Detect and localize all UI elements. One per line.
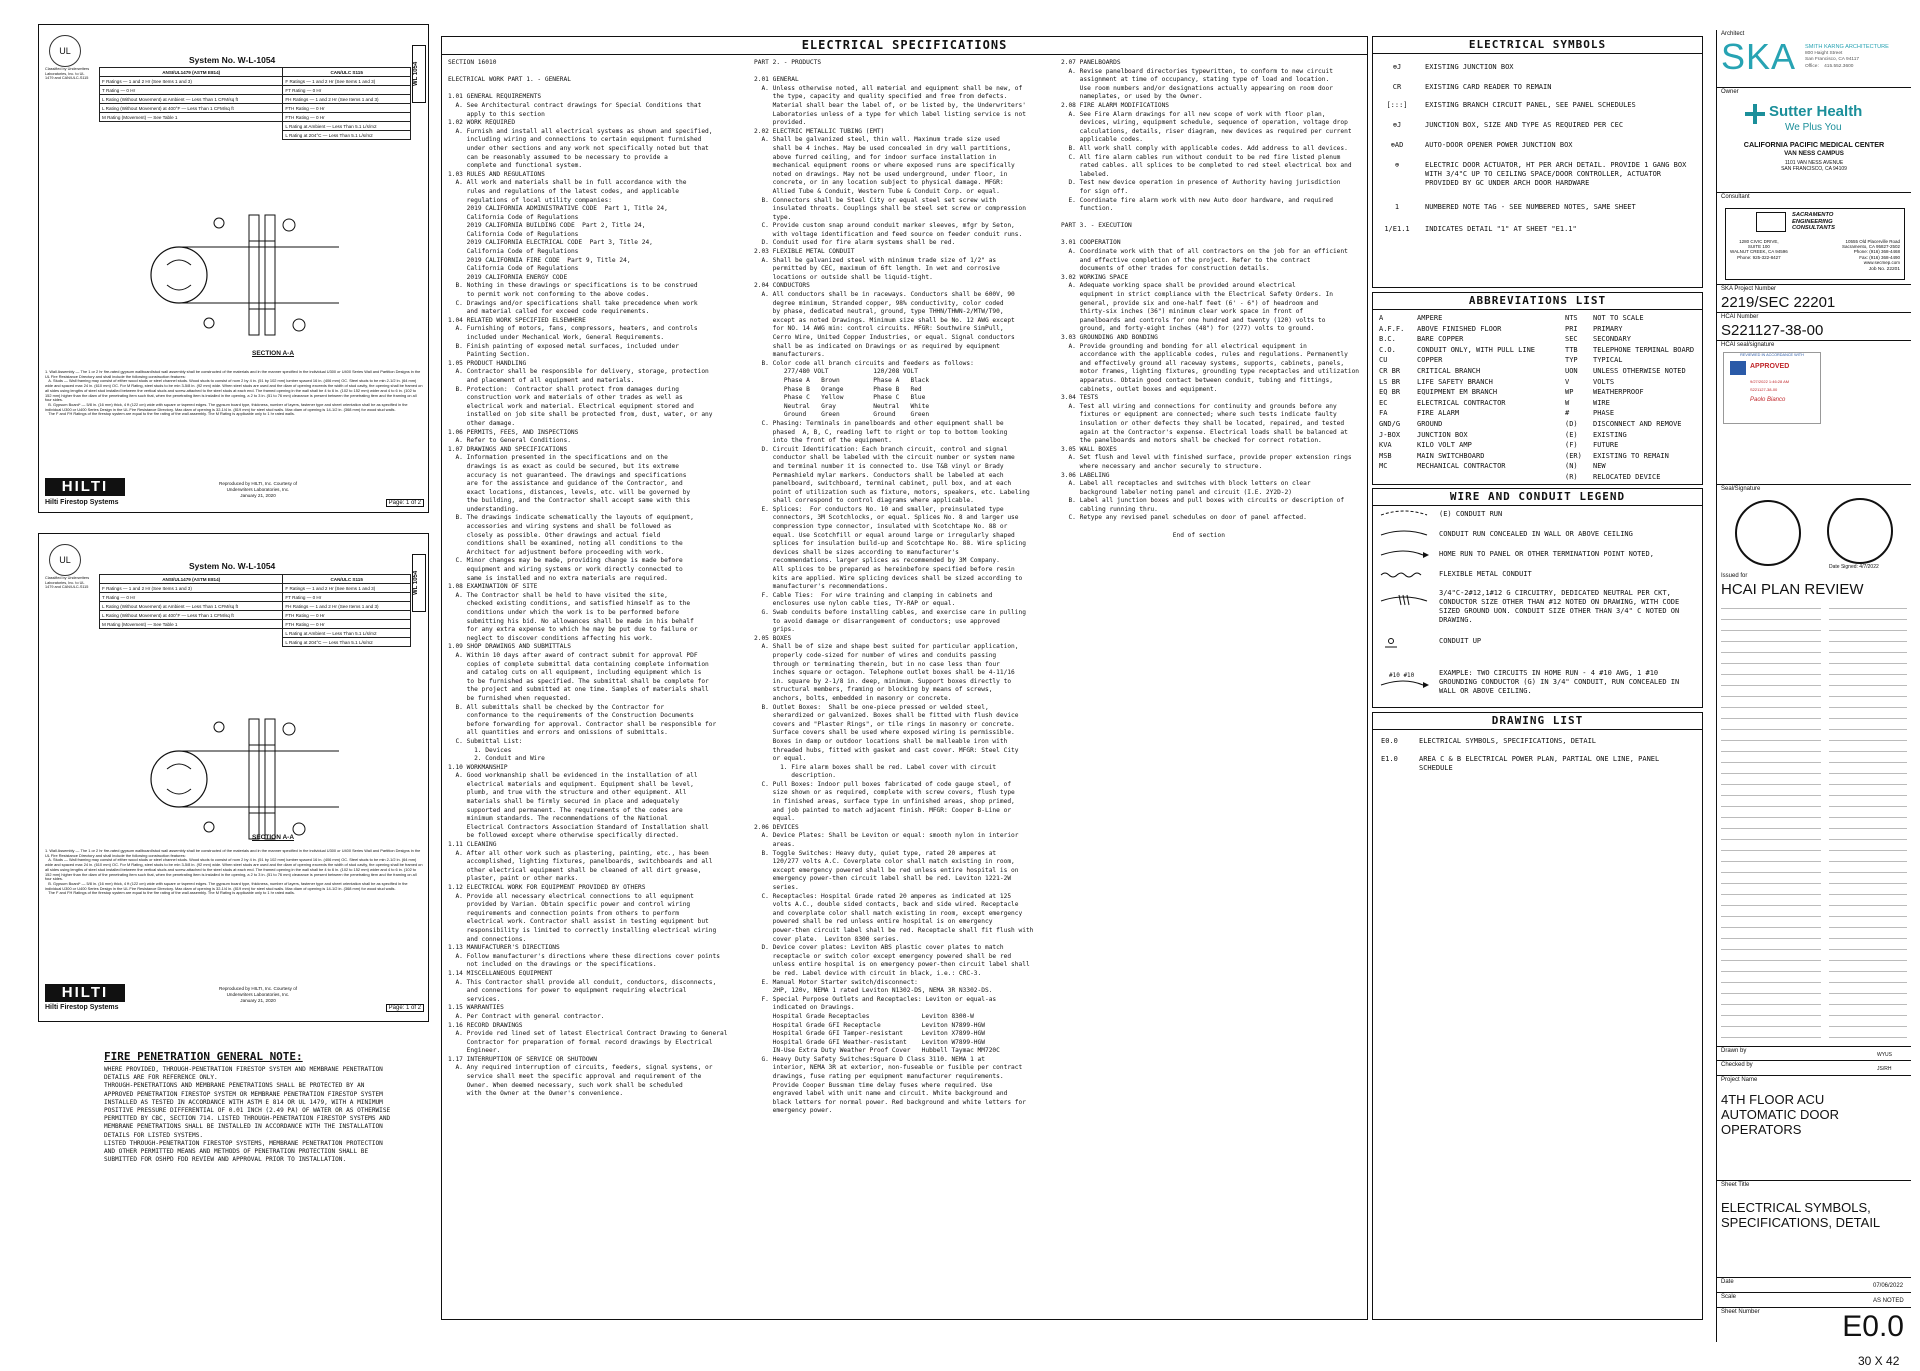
consultant-logo-icon [1756, 212, 1786, 232]
owner-brand: Sutter Health [1769, 103, 1863, 120]
legend-label: CONDUIT RUN CONCEALED IN WALL OR ABOVE CEILING [1439, 530, 1633, 538]
symbol-label: NUMBERED NOTE TAG - SEE NUMBERED NOTES, SAME SHEET [1425, 203, 1636, 211]
revision-line [1721, 1015, 1821, 1016]
revision-line [1721, 795, 1821, 796]
revision-line [1721, 619, 1821, 620]
abbr-meaning: NOT TO SCALE [1593, 314, 1644, 322]
revision-line [1721, 630, 1821, 631]
revision-line [1721, 608, 1821, 609]
revision-line [1721, 872, 1821, 873]
divider [1717, 1292, 1911, 1293]
owner-address: 1101 VAN NESS AVENUE SAN FRANCISCO, CA 94109 [1781, 160, 1847, 172]
revision-line [1721, 817, 1821, 818]
abbr-code: B.C. [1379, 335, 1396, 344]
abbr-code: UON [1565, 367, 1578, 375]
revision-line [1829, 905, 1907, 906]
seal-label: Seal/Signature [1721, 486, 1761, 492]
symbol-icon: ⊕J [1392, 121, 1402, 129]
legend-title: WIRE AND CONDUIT LEGEND [1373, 489, 1702, 506]
sheet-size-note: 30 X 42 [1858, 1354, 1900, 1368]
revision-line [1721, 652, 1821, 653]
sheet-title-label: Sheet Title [1721, 1182, 1750, 1188]
hilti-brand-sub: Hilti Firestop Systems [45, 1004, 119, 1011]
divider [1717, 284, 1911, 285]
consultant-card [1725, 208, 1905, 280]
hilti-firestop-detail-2 [38, 533, 429, 1022]
abbr-code: MSB [1379, 451, 1392, 460]
revision-line [1721, 707, 1821, 708]
consultant-address: 1280 CIVIC DRIVE, SUITE 100 WALNUT CREEK, CA 94596 Phone: 925-322-8427 [1730, 239, 1788, 260]
abbr-code: WP [1565, 388, 1574, 397]
revision-line [1829, 1004, 1907, 1005]
abbr-meaning: TYPICAL [1593, 356, 1623, 365]
revision-line [1829, 960, 1907, 961]
hcai-logo-icon [1730, 361, 1746, 375]
abbr-meaning: GROUND [1417, 420, 1443, 428]
revision-line [1721, 696, 1821, 697]
revision-line [1721, 685, 1821, 686]
divider [1717, 1180, 1911, 1181]
engineer-seal-2 [1827, 498, 1893, 564]
abbr-meaning: RELOCATED DEVICE [1593, 473, 1661, 481]
abbr-meaning: KILO VOLT AMP [1417, 441, 1472, 450]
abbr-meaning: NEW [1593, 462, 1606, 471]
symbol-label: EXISTING BRANCH CIRCUIT PANEL, SEE PANEL SCHEDULES [1425, 101, 1636, 109]
system-number: System No. W-L-1054 [189, 561, 276, 571]
revision-line [1829, 740, 1907, 741]
revision-line [1721, 938, 1821, 939]
legend-label: HOME RUN TO PANEL OR OTHER TERMINATION POINT NOTED, [1439, 550, 1654, 558]
revision-line [1829, 1015, 1907, 1016]
specs-title: ELECTRICAL SPECIFICATIONS [442, 37, 1367, 55]
revision-line [1829, 828, 1907, 829]
revision-line [1721, 740, 1821, 741]
abbr-code: # [1565, 409, 1570, 418]
architect-label: Architect [1721, 31, 1745, 37]
revision-line [1721, 784, 1821, 785]
revision-line [1829, 773, 1907, 774]
revision-line [1829, 949, 1907, 950]
abbr-meaning: LIFE SAFETY BRANCH [1417, 377, 1493, 386]
divider [1717, 1307, 1911, 1308]
revision-line [1721, 993, 1821, 994]
architect-address: 800 Haight Street San Francisco, CA 94117 Office: 415.552.3600 [1805, 51, 1860, 69]
abbr-code: (N) [1565, 462, 1578, 471]
abbr-meaning: PHASE [1593, 409, 1615, 418]
hilti-logo: HILTI [45, 478, 125, 496]
abbr-code: V [1565, 377, 1570, 386]
abbr-meaning: CRITICAL BRANCH [1417, 367, 1481, 375]
revision-line [1721, 663, 1821, 664]
abbr-code: J-BOX [1379, 430, 1401, 439]
page-indicator: Page: 1 of 2 [386, 499, 424, 507]
abbr-meaning: WIRE [1593, 398, 1610, 407]
specs-column-3: 2.07 PANELBOARDS A. Revise panelboard directories typewritten, to conform to new circuit assignment at time of occupancy, stating type of load and location. Use room numbers and/or designations actually appearing on room door nameplates, or used by the Owner. 2.08 FIRE ALARM MODIFICATIONS A. See Fire Alarm drawings for all new scope of work with floor plan, devices, wiring, equipment schedule, sequence of operation, voltage drop calculations, details, riser diagram, new devices as required per current applicable codes. B. All work shall comply with applicable codes. Add address to all devices. C. All fire alarm cables run without conduit to be red fire listed plenum rated cables. all splices to be completed to red steel electrical box and labeled. D. Test new device operation in presence of Authority having jurisdiction for sign off. E. Coordinate fire alarm work with new Auto door hardware, and required function. PART 3. - EXECUTION 3.01 COOPERATION A. Coordinate work with that of all contractors on the job for an efficient and effective completion of the project. Refer to the contract documents of other trades for construction details. 3.02 WORKING SPACE A. Adequate working space shall be provided around electrical equipment in strict compliance with the Electrical Safety Orders. In general, provide six and one-half feet (6' - 6") of headroom and thirty-six inches (36") minimum clear work space in front of panelboards and controls for one hundred and twenty (120) volts to ground, and forty-eight inches (48") for (277) volts to ground. 3.03 GROUNDING AND BONDING A. Provide grounding and bonding for all electrical equipment in accordance with the applicable codes, rules and regulations. Permanently and effectively ground all raceway systems, supports, cabinets, panels, motor frames, lighting fixtures, grounding type receptacles and utilization apparatus. Obtain good contact between conduit, tubing and fittings, cabinets, outlet boxes and equipment. 3.04 TESTS A. Test all wiring and connections for continuity and grounds before any fixtures or equipment are connected; where such tests indicate faulty insulation or other defects they shall be located, repaired, and tested again at the Contractor's expense. Electrical loads shall be balanced at the panelboards and motors shall be checked for correct rotation. 3.05 WALL BOXES A. Set flush and level with finished surface, provide proper extension rings where necessary and anchor securely to structure. 3.06 LABELING A. Label all receptacles and switches with block letters on clear background labeler noting panel and circuit (I.E. 2Y2D-2) B. Label all junction boxes and pull boxes with circuits or description of cabling running thru. C. Retype any revised panel schedules on door of panel affected. End of section [1061, 59, 1360, 539]
revision-line [1721, 828, 1821, 829]
abbr-meaning: ELECTRICAL CONTRACTOR [1417, 398, 1506, 407]
revision-line [1721, 905, 1821, 906]
revision-line [1829, 883, 1907, 884]
divider [1717, 1277, 1911, 1278]
revision-line [1829, 817, 1907, 818]
revision-line [1829, 652, 1907, 653]
symbol-label: EXISTING CARD READER TO REMAIN [1425, 83, 1552, 91]
revision-line [1829, 784, 1907, 785]
project-number: 2219/SEC 22201 [1721, 294, 1836, 311]
revision-line [1829, 894, 1907, 895]
abbr-code: EQ BR [1379, 388, 1401, 397]
revision-line [1721, 762, 1821, 763]
project-name: 4TH FLOOR ACU AUTOMATIC DOOR OPERATORS [1721, 1092, 1839, 1137]
project-number-label: SKA Project Number [1721, 286, 1777, 292]
electrical-specifications [441, 36, 1368, 1320]
abbr-meaning: UNLESS OTHERWISE NOTED [1593, 367, 1686, 375]
revision-line [1721, 729, 1821, 730]
legend-label: FLEXIBLE METAL CONDUIT [1439, 570, 1532, 578]
section-label: SECTION A-A [252, 834, 295, 841]
date-label: Date [1721, 1279, 1734, 1285]
abbr-meaning: TELEPHONE TERMINAL BOARD [1593, 345, 1695, 354]
symbol-icon: ⊕AD [1390, 141, 1404, 149]
system-tag: WL 1054 [412, 45, 426, 103]
revision-line [1829, 762, 1907, 763]
abbr-meaning: FIRE ALARM [1417, 409, 1460, 418]
revision-line [1829, 663, 1907, 664]
divider [1717, 87, 1911, 88]
drawing-number[interactable]: E1.0 [1381, 755, 1398, 763]
abbr-code: NTS [1565, 314, 1578, 322]
ska-logo: SKA [1721, 36, 1797, 77]
revision-line [1829, 751, 1907, 752]
engineer-seal-1 [1735, 500, 1801, 566]
date-signed: Date Signed: 4/7/2022 [1829, 564, 1879, 570]
ratings-table: ANSI/UL1479 (ASTM E814) CAN/ULC S115 F Ratings — 1 and 2 Hr (See Items 1 and 3) F Ratings — 1 and 2 Hr (See Items 1 and 3) T Rating — 0 Hr FT Rating — 0 Hr L Rating (Without Movement) at Ambient — Less Than 1 CFM/sq ft FH Ratings — 1 and 2 Hr (See Items 1 and 3) L Rating (Without Movement) at 400°F — Less Than 1 CFM/sq ft FTH Rating — 0 Hr M Rating (Movement) — See Table 1 FTH Rating — 0 Hr L Rating at Ambient — Less Than 5.1 L/s/m2 L Rating at 204°C — Less Than 5.1 L/s/m2 [99, 67, 411, 140]
symbol-icon: CR [1392, 83, 1402, 91]
symbol-icon: 1/E1.1 [1384, 225, 1410, 233]
abbr-code: A.F.F. [1379, 324, 1405, 333]
revision-line [1721, 751, 1821, 752]
sheet-number: E0.0 [1842, 1310, 1904, 1343]
project-name-label: Project Name [1721, 1077, 1758, 1083]
abbr-code: CU [1379, 356, 1388, 365]
abbr-meaning: VOLTS [1593, 377, 1615, 386]
revision-line [1829, 707, 1907, 708]
abbr-meaning: EXISTING [1593, 430, 1627, 439]
hcai-seal-label: HCAI seal/signature [1721, 342, 1775, 348]
revision-line [1721, 718, 1821, 719]
divider [1717, 1060, 1911, 1061]
revision-line [1829, 718, 1907, 719]
revision-line [1829, 685, 1907, 686]
revision-line [1721, 850, 1821, 851]
drawing-title: ELECTRICAL SYMBOLS, SPECIFICATIONS, DETAIL [1419, 737, 1597, 745]
consultant-address-2: 10555 Old Placerville Road Sacramento, CA 95827-2502 Phone: (916) 368-4468 Fax: (916) 368-4490 www.secmep.com [1841, 239, 1900, 265]
wall-assembly-notes: 1. Wall Assembly — The 1 or 2 hr fire-rated gypsum wallboard/stud wall assembly shall be constructed of the materials and in the manner specified in the individual U300 or U400 Series Wall and Partition Designs in the UL Fire Resistance Directory and shall include the following construction features: A. Studs — Wall framing may consist of either wood studs or steel channel studs. Wood studs to consist of nom 2 by 4 in. (51 by 102 mm) lumber spaced 16 in. (406 mm) OC. Steel studs to be min 2-1/2 in. (64 mm) wide and spaced max 24 in. (610 mm) OC. For M Rating, steel studs to be min 3-5/8 in. (92 mm) wide. When steel studs are used and the diam of opening exceeds the width of stud cavity, the opening shall be framed on all sides using lengths of steel stud installed between the vertical studs and screw-attached to the steel studs at each end. The framed opening in the wall shall be 4 to 6 in. (102 to 152 mm) wider and 4 to 6 in. (102 to 152 mm) higher than the diam of the penetrating item such that, when the penetrating item is installed in the opening, a 2 to 3 in. (51 to 76 mm) clearance is present between the penetrating item and the framing on all four sides. B. Gypsum Board* — 5/8 in. (16 mm) thick, 4 ft (122 cm) wide with square or tapered edges. The gypsum board type, thickness, number of layers, fastener type and sheet orientation shall be as specified in the individual U300 or U400 Series Design in the UL Fire Resistance Directory. Max diam of opening is 32-1/4 in. (819 mm) for steel stud walls. Max diam of opening is 14-1/2 in. (368 mm) for wood stud walls. The F and FH Ratings of the firestop system are equal to the fire rating of the wall assembly. The M Rating is applicable only to 1 hr rated walls. [45, 848, 423, 896]
hcai-number-label: HCAI Number [1721, 314, 1759, 320]
abbr-meaning: EXISTING TO REMAIN [1593, 451, 1669, 460]
symbol-icon: ⊕ [1394, 161, 1400, 169]
abbr-code: C.O. [1379, 345, 1396, 354]
revision-line [1721, 883, 1821, 884]
hilti-brand-sub: Hilti Firestop Systems [45, 499, 119, 506]
legend-example-tag: #10 #10 [1389, 672, 1415, 679]
date: 07/06/2022 [1873, 1283, 1904, 1289]
ul-listing-text: Classified by Underwriters Laboratories, Inc. to UL 1479 and CAN/ULC-S115 [45, 67, 90, 80]
page-indicator: Page: 1 of 2 [386, 1004, 424, 1012]
divider [1717, 484, 1911, 485]
section-drawing [139, 709, 379, 849]
revision-line [1829, 982, 1907, 983]
specs-column-2: PART 2. - PRODUCTS 2.01 GENERAL A. Unless otherwise noted, all material and equipment shall be new, of the type, capacity and quality specified and free from defects. Material shall bear the label of, or be listed by, the Underwriters' Laboratories unless of a type for which label listing service is not provided. 2.02 ELECTRIC METALLIC TUBING (EMT) A. Shall be galvanized steel, thin wall. Maximum trade size used shall be 4 inches. May be used concealed in dry wall partitions, above furred ceiling, and for indoor surface installation in mechanical equipment rooms or where exposed runs are specifically noted on drawings. May not be used underground, under floor, in concrete, or in any location subject to physical damage. MFGR: Allied Tube & Conduit, Western Tube & Conduit Corp. or equal. B. Connectors shall be Steel City or equal steel set screw with insulated throats. Couplings shall be steel set screw or compression type. C. Provide custom snap around conduit marker sleeves, mfgr by Seton, with voltage identification and feed source on feeder conduit runs. D. Conduit used for fire alarm systems shall be red. 2.03 FLEXIBLE METAL CONDUIT A. Shall be galvanized steel with minimum trade size of 1/2" as permitted by CEC, maximum of 6ft length. In wet and corrosive locations or outside shall be liquid-tight. 2.04 CONDUCTORS A. All conductors shall be in raceways. Conductors shall be 600V, 90 degree minimum, Stranded copper, 98% conductivity, color coded by phase, dedicated neutral, ground, type THHN/THWN-2/MTW/T90, except as noted Drawings. Minimum size shall be No. 12 AWG except for NO. 14 AWG min: control circuits. MFGR: Southwire SimPull, Cerro Wire, United Copper Industries, or equal. Signal conductors shall be as indicated on Drawings or as required by equipment manufacturers. B. Color code all branch circuits and feeders as follows: 277/480 VOLT 120/208 VOLT Phase A Brown Phase A Black Phase B Orange Phase B Red Phase C Yellow Phase C Blue Neutral Gray Neutral White Ground Green Ground Green C. Phasing: Terminals in panelboards and other equipment shall be phased A, B, C, reading left to right or top to bottom looking into the front of the equipment. D. Circuit Identification: Each branch circuit, control and signal conductor shall be labeled with the circuit number or system name and terminal number it is connected to. Use T&B vinyl or Brady Permashield mylar markers. Conductors shall be labeled at each panelboard, switchboard, terminal cabinet, pull box, and at each point of utilization such as fixture, motors, speakers, etc. Labeling shall correspond to control diagrams where applicable. E. Splices: For conductors No. 10 and smaller, preinsulated type connectors, 3M Scotchlocks, or equal. Splices No. 8 and larger use compression type connector, insulated with Scotchtape No. 88 or equal. Use Scotchfill or equal around large or irregularly shaped splices for insulation build-up and Scotchtape No. 88. Wire splicing devices shall be sizes according to manufacturer's recommendations. larger splices as recommended by 3M Company. All splices to be prepared as hereinbefore specified before resin kits are applied. Wire splicing devices shall be sized according to manufacturer's recommendations. F. Cable Ties: For wire training and clamping in cabinets and enclosures use nylon cable ties, TY-RAP or equal. G. Swab conduits before installing cables, and exercise care in pulling to avoid damage or disarrangement of conductors; use approved grips. 2.05 BOXES A. Shall be of size and shape best suited for particular application, properly code-sized for number of wires and conduits passing through or terminating therein, but in no case less than four inches square or octagon. Telephone outlet boxes shall be 4-11/16 in. square by 2-1/8 in. deep, minimum. Support boxes directly to structural members, framing or blocking by means of screws, anchors, bolts, embedded in masonry or concrete. B. Outlet Boxes: Shall be one-piece pressed or welded steel, sherardized or galvanized. Boxes shall be fitted with flush device covers and "Plaster Rings", or tile rings in masonry or concrete. Surface covers shall be used where exposed wiring is permissible. Boxes in damp or outdoor locations shall be malleable iron with threaded hubs, fitted with gasket and cast cover. MFGR: Steel City or equal. 1. Fire alarm boxes shall be red. Label cover with circuit description. C. Pull Boxes: Indoor pull boxes fabricated of code gauge steel, of size shown or as required, complete with screw covers, flush type in finished areas, surface type in unfinished areas, shop primed, and job painted to match adjacent finish. MFGR: Cooper B-Line or equal. 2.06 DEVICES A. Device Plates: Shall be Leviton or equal: smooth nylon in interior areas. B. Toggle Switches: Heavy duty, quiet type, rated 20 amperes at 120/277 volts A.C. Coverplate color shall match existing in room, except emergency powered shall be red unless entire hospital is on emergency power-then circuit label shall be red. Leviton 1221-2W series. C. Receptacles: Hospital Grade rated 20 amperes as indicated at 125 volts A.C., double sided contacts, back and side wired. Receptacle and coverplate color shall match existing in room, except emergency powered shall be red unless entire hospital is on emergency power-then circuit label shall be red. Receptacle shall fit flush with cover plate. Leviton 8300 series. D. Device cover plates: Leviton ABS plastic cover plates to match receptacle or switch color except emergency powered shall be red unless entire hospital is on emergency power-then circuit label shall be red. Label device with circuit in black, i.e.: CRC-3. E. Manual Motor Starter switch/disconnect: 2HP, 120v, NEMA 1 rated Leviton N1302-DS, NEMA 3R N3302-DS. F. Special Purpose Outlets and Receptacles: Leviton or equal-as indicated on Drawings. Hospital Grade Receptacles Leviton 8300-W Hospital Grade GFI Receptacle Leviton N7899-HGW Hospital Grade GFI Tamper-resistant Leviton X7899-HGW Hospital Grade GFI Weather-resistant Leviton W7899-HGW IN-Use Extra Duty Weather Proof Cover Hubbell Taymac MM720C G. Heavy Duty Safety Switches:Square D Class 3110. NEMA 1 at interior, NEMA 3R at exterior, non-fuseable or fusible per contract drawings, fuse rating per equipment manufacturer requirements. Provide Cooper Bussman time delay fuses where required. Use engraved label with unit name and circuit. White background and black letters for normal power. Red background and white letters for emergency power. [754, 59, 1034, 1115]
fire-note-title: FIRE PENETRATION GENERAL NOTE: [104, 1050, 303, 1063]
hilti-firestop-detail-1 [38, 24, 429, 513]
drawn-by: WYUS [1877, 1052, 1892, 1058]
title-block [1716, 30, 1910, 1342]
revision-line [1829, 696, 1907, 697]
divider [1717, 312, 1911, 313]
section-drawing [139, 205, 379, 345]
drawing-list-border-left [1372, 762, 1373, 1320]
abbr-meaning: FUTURE [1593, 441, 1619, 450]
legend-label: CONDUIT UP [1439, 637, 1482, 645]
symbols-title: ELECTRICAL SYMBOLS [1373, 37, 1702, 54]
revision-line [1829, 938, 1907, 939]
hcai-number: S221127-38-00 [1721, 322, 1824, 339]
symbol-label: JUNCTION BOX, SIZE AND TYPE AS REQUIRED PER CEC [1425, 121, 1624, 129]
revision-line [1829, 927, 1907, 928]
abbr-code: (ER) [1565, 451, 1582, 460]
consultant-label: Consultant [1721, 194, 1750, 200]
divider [1717, 192, 1911, 193]
drawing-list-title: DRAWING LIST [1373, 713, 1702, 730]
drawn-by-label: Drawn by [1721, 1048, 1747, 1054]
abbr-meaning: MECHANICAL CONTRACTOR [1417, 462, 1506, 471]
abbr-meaning: CONDUIT ONLY, WITH PULL LINE [1417, 345, 1536, 354]
divider [1717, 340, 1911, 341]
abbr-meaning: AMPERE [1417, 314, 1443, 322]
revision-line [1721, 806, 1821, 807]
abbr-code: (R) [1565, 473, 1578, 481]
revision-line [1721, 674, 1821, 675]
legend-label: (E) CONDUIT RUN [1439, 510, 1503, 518]
specs-column-1: SECTION 16010 ELECTRICAL WORK PART 1. - GENERAL 1.01 GENERAL REQUIREMENTS A. See Architectural contract drawings for Special Conditions that apply to this section 1.02 WORK REQUIRED A. Furnish and install all electrical systems as shown and specified, including wiring and connections to certain equipment furnished under other sections and any work not specifically noted but that can be reasonably assumed to be necessary to provide a complete and functional system. 1.03 RULES AND REGULATIONS A. All work and materials shall be in full accordance with the rules and regulations of the latest codes, and applicable regulations of local utility companies: 2019 CALIFORNIA ADMINISTRATIVE CODE Part 1, Title 24, California Code of Regulations 2019 CALIFORNIA BUILDING CODE Part 2, Title 24, California Code of Regulations 2019 CALIFORNIA ELECTRICAL CODE Part 3, Title 24, California Code of Regulations 2019 CALIFORNIA FIRE CODE Part 9, Title 24, California Code of Regulations 2019 CALIFORNIA ENERGY CODE B. Nothing in these drawings or specifications is to be construed to permit work not conforming to the above codes. C. Drawings and/or specifications shall take precedence when work and material called for exceed code requirements. 1.04 RELATED WORK SPECIFIED ELSEWHERE A. Furnishing of motors, fans, compressors, heaters, and controls included under Mechanical Work, General Requirements. B. Finish painting of exposed metal surfaces, included under Painting Section. 1.05 PRODUCT HANDLING A. Contractor shall be responsible for delivery, storage, protection and placement of all equipment and materials. B. Protection: Contractor shall protect from damages during construction work and materials of other trades as well as electrical work and material. Electrical equipment stored and installed on job site shall be protected from, dust, water, or any other damage. 1.06 PERMITS, FEES, AND INSPECTIONS A. Refer to General Conditions. 1.07 DRAWINGS AND SPECIFICATIONS A. Information presented in the specifications and on the drawings is as exact as could be secured, but its extreme accuracy is not guaranteed. The drawings and specifications are for the assistance and guidance of the Contractor, and exact locations, distances, levels, etc. will be governed by the building, and the Contractor shall accept same with this understanding. B. The drawings indicate schematically the layouts of equipment, accessories and wiring systems and shall be followed as closely as possible. Other drawings and actual field conditions shall be examined, noting all conditions to the Architect for adjustment before proceeding with work. C. Minor changes may be made, providing change is made before equipment and wiring systems or work directly connected to same is installed and no extra materials are required. 1.08 EXAMINATION OF SITE A. The Contractor shall be held to have visited the site, checked existing conditions, and satisfied himself as to the conditions under which the work is to be performed before submitting his bid. No allowances shall be made in his behalf for any extra expense to which he may be put due to failure or neglect to discover conditions affecting his work. 1.09 SHOP DRAWINGS AND SUBMITTALS A. Within 10 days after award of contract submit for approval PDF copies of complete submittal data containing complete information and catalog cuts on all equipment, including equipment which is to be furnished as specified. The submittal shall be complete for the project and submitted at one time. Samples of materials shall be furnished when requested. B. All submittals shall be checked by the Contractor for conformance to the requirements of the Construction Documents before forwarding for approval. Contractor shall be responsible for all quantities and errors and omissions of submittals. C. Submittal List: 1. Devices 2. Conduit and Wire 1.10 WORKMANSHIP A. Good workmanship shall be evidenced in the installation of all electrical materials and equipment. Equipment shall be level, plumb, and true with the structure and other equipment. All materials shall be firmly secured in place and adequately supported and permanent. The requirements of the codes are minimum standards. The recommendations of the National Electrical Contractors Association Standard of Installation shall be followed except where otherwise specifically directed. 1.11 CLEANING A. After all other work such as plastering, painting, etc., has been accomplished, lighting fixtures, panelboards, switchboards and all other electrical equipment shall be cleaned of all dirt grease, plaster, paint or other marks. 1.12 ELECTRICAL WORK FOR EQUIPMENT PROVIDED BY OTHERS A. Provide all necessary electrical connections to all equipment provided by Varian. Obtain specific power and control wiring requirements and connection points from others to perform electrical work. Contractor shall assist in testing equipment but responsibility is limited to correctly installing electrical wiring and connections. 1.13 MANUFACTURER'S DIRECTIONS A. Follow manufacturer's directions where these directions cover points not included on the drawings or the specifications. 1.14 MISCELLANEOUS EQUIPMENT A. This Contractor shall provide all conduit, conductors, disconnects, and connections for power to equipment requiring electrical services. 1.15 WARRANTIES A. Per Contract with general contractor. 1.16 RECORD DRAWINGS A. Provide red lined set of latest Electrical Contract Drawing to General Contractor for preparation of formal record drawings by Electrical Engineer. 1.17 INTERRUPTION OF SERVICE OR SHUTDOWN A. Any required interruption of circuits, feeders, signal systems, or service shall meet the specific approval and requirement of the Owner. When deemed necessary, such work shall be scheduled with the Owner at the Owner's convenience. [448, 59, 728, 1098]
system-tag: WL 1054 [412, 554, 426, 612]
abbr-code: A [1379, 314, 1384, 322]
owner-campus: VAN NESS CAMPUS [1784, 150, 1844, 157]
reproduction-note: Reproduced by HILTI, Inc. Courtesy of Underwriters Laboratories, Inc. January 21, 2020 [219, 986, 298, 1003]
symbol-label: ELECTRIC DOOR ACTUATOR, HT PER ARCH DETAIL. PROVIDE 1 GANG BOX WITH 3/4"C UP TO CEILING SPACE/DOOR CONTROLLER, ACTUATOR PROVIDED BY GC UNDER ARCH DOOR HARDWARE [1425, 161, 1687, 187]
drawing-title: AREA C & B ELECTRICAL POWER PLAN, PARTIAL ONE LINE, PANEL SCHEDULE [1419, 755, 1660, 772]
ul-listing-mark: UL [49, 544, 81, 576]
abbr-code: MC [1379, 462, 1388, 471]
owner-tagline: We Plus You [1785, 122, 1842, 133]
revision-line [1829, 850, 1907, 851]
consultant-name: SACRAMENTO ENGINEERING CONSULTANTS [1792, 212, 1835, 231]
abbr-meaning: PRIMARY [1593, 324, 1623, 333]
abbr-code: W [1565, 398, 1570, 407]
drawing-list-border-bottom [1372, 1319, 1703, 1320]
consultant-job: Job No. 22201 [1868, 267, 1900, 272]
abbr-meaning: BARE COPPER [1417, 335, 1464, 344]
revision-line [1721, 894, 1821, 895]
abbr-meaning: WEATHERPROOF [1593, 388, 1644, 397]
symbol-label: EXISTING JUNCTION BOX [1425, 63, 1514, 71]
scale: AS NOTED [1873, 1298, 1904, 1304]
legend-label: 3/4"C-2#12,1#12 G CIRCUITRY, DEDICATED NEUTRAL PER CKT, CONDUCTOR SIZE OTHER THAN #12 NOTED ON DRAWING, WITH CODE SIZED GROUND UON. CONDUIT SIZE OTHER THAN 3/4" C NOTED ON DRAWING. [1439, 589, 1680, 624]
wall-assembly-notes: 1. Wall Assembly — The 1 or 2 hr fire-rated gypsum wallboard/stud wall assembly shall be constructed of the materials and in the manner specified in the individual U300 or U400 Series Wall and Partition Designs in the UL Fire Resistance Directory and shall include the following construction features: A. Studs — Wall framing may consist of either wood studs or steel channel studs. Wood studs to consist of nom 2 by 4 in. (51 by 102 mm) lumber spaced 16 in. (406 mm) OC. Steel studs to be min 2-1/2 in. (64 mm) wide and spaced max 24 in. (610 mm) OC. For M Rating, steel studs to be min 3-5/8 in. (92 mm) wide. When steel studs are used and the diam of opening exceeds the width of stud cavity, the opening shall be framed on all sides using lengths of steel stud installed between the vertical studs and screw-attached to the steel studs at each end. The framed opening in the wall shall be 4 to 6 in. (102 to 152 mm) wider and 4 to 6 in. (102 to 152 mm) higher than the diam of the penetrating item such that, when the penetrating item is installed in the opening, a 2 to 3 in. (51 to 76 mm) clearance is present between the penetrating item and the framing on all four sides. B. Gypsum Board* — 5/8 in. (16 mm) thick, 4 ft (122 cm) wide with square or tapered edges. The gypsum board type, thickness, number of layers, fastener type and sheet orientation shall be as specified in the individual U300 or U400 Series Design in the UL Fire Resistance Directory. Max diam of opening is 32-1/4 in. (819 mm) for steel stud walls. Max diam of opening is 14-1/2 in. (368 mm) for wood stud walls. The F and FH Ratings of the firestop system are equal to the fire rating of the wall assembly. The M Rating is applicable only to 1 hr rated walls. [45, 369, 423, 417]
revision-line [1829, 861, 1907, 862]
revision-line [1829, 806, 1907, 807]
electrical-symbols [1372, 36, 1703, 288]
revision-line [1721, 641, 1821, 642]
abbr-meaning: DISCONNECT AND REMOVE [1593, 420, 1682, 428]
revision-line [1721, 1026, 1821, 1027]
revision-line [1721, 839, 1821, 840]
section-label: SECTION A-A [252, 350, 295, 357]
symbol-icon: [:::] [1386, 101, 1408, 109]
abbreviations-list [1372, 292, 1703, 485]
drawing-list-border-right [1702, 762, 1703, 1320]
hilti-logo: HILTI [45, 984, 125, 1002]
hcai-approval-stamp: REVIEWED IN ACCORDANCE WITH APPROVED 9/27/2022 1:46:28 AM S221127-38-00 Paolo Bianco [1723, 352, 1821, 424]
revision-line [1829, 971, 1907, 972]
sheet-title: ELECTRICAL SYMBOLS, SPECIFICATIONS, DETAIL [1721, 1200, 1881, 1230]
revision-line [1829, 916, 1907, 917]
revision-line [1829, 872, 1907, 873]
fire-note-body: WHERE PROVIDED, THROUGH-PENETRATION FIRESTOP SYSTEM AND MEMBRANE PENETRATION DETAILS ARE FOR REFERENCE ONLY. THROUGH-PENETRATIONS AND MEMBRANE PENETRATIONS SHALL BE PROTECTED BY AN APPROVED PENETRATION FIRESTOP SYSTEM OR MEMBRANE PENETRATION FIRESTOP SYSTEM INSTALLED AS TESTED IN ACCORDANCE WITH ASTM E 814 OR UL 1479, WITH A MINIMUM POSITIVE PRESSURE DIFFERENTIAL OF 0.01 INCH (2.49 PA) OF WATER OR AS OTHERWISE PERMITTED BY CBC, SECTION 714. LISTED THROUGH-PENETRATION FIRESTOP SYSTEMS AND MEMBRANE PENETRATIONS SHALL BE INSTALLED IN ACCORDANCE WITH THE INSTALLATION DETAILS FOR LISTED SYSTEMS. LISTED THROUGH-PENETRATION FIRESTOP SYSTEMS, MEMBRANE PENETRATION PROTECTION AND OTHER PERMITTED MEANS AND METHODS OF PENETRATION PROTECTION SHALL BE SUBMITTED FOR OSHPD FDD REVIEW AND APPROVAL PRIOR TO INSTALLATION. [104, 1066, 391, 1164]
revision-line [1829, 993, 1907, 994]
abbr-code: TTB [1565, 345, 1578, 354]
revision-line [1829, 795, 1907, 796]
abbr-meaning: EQUIPMENT EM BRANCH [1417, 388, 1498, 397]
reproduction-note: Reproduced by HILTI, Inc. Courtesy of Underwriters Laboratories, Inc. January 21, 2020 [219, 481, 298, 498]
abbr-meaning: JUNCTION BOX [1417, 430, 1468, 439]
abbr-code: LS BR [1379, 377, 1401, 386]
abbr-code: SEC [1565, 335, 1578, 344]
abbr-code: PRI [1565, 324, 1578, 333]
abbr-code: GND/G [1379, 420, 1401, 428]
revision-line [1829, 1037, 1907, 1038]
wire-conduit-legend [1372, 488, 1703, 708]
divider [1717, 1075, 1911, 1076]
abbr-code: KVA [1379, 441, 1392, 450]
fire-penetration-note [104, 1050, 404, 1164]
ul-listing-mark: UL [49, 35, 81, 67]
abbr-code: (E) [1565, 430, 1578, 439]
scale-label: Scale [1721, 1294, 1737, 1300]
abbr-meaning: ABOVE FINISHED FLOOR [1417, 324, 1502, 333]
sutter-health-icon [1745, 104, 1765, 124]
abbr-code: FA [1379, 409, 1388, 418]
symbol-icon: ⊕J [1392, 63, 1402, 71]
revision-line [1829, 608, 1907, 609]
issued-for: HCAI PLAN REVIEW [1721, 581, 1864, 598]
revision-line [1721, 960, 1821, 961]
revision-line [1721, 916, 1821, 917]
system-number: System No. W-L-1054 [189, 55, 276, 65]
revision-line [1721, 971, 1821, 972]
drawing-list [1372, 712, 1703, 772]
symbol-label: INDICATES DETAIL "1" AT SHEET "E1.1" [1425, 225, 1577, 233]
abbr-meaning: COPPER [1417, 356, 1443, 365]
legend-label: EXAMPLE: TWO CIRCUITS IN HOME RUN - 4 #10 AWG, 1 #10 GROUNDING CONDUCTOR (G) IN 3/4" CONDUIT, RUN CONCEALED IN WALL OR ABOVE CEILING. [1439, 669, 1680, 695]
revision-line [1829, 641, 1907, 642]
abbr-code: CR BR [1379, 367, 1401, 375]
revision-line [1721, 927, 1821, 928]
issued-label: Issued for [1721, 573, 1748, 579]
revision-line [1829, 1026, 1907, 1027]
abbreviations-title: ABBREVIATIONS LIST [1373, 293, 1702, 310]
revision-line [1721, 861, 1821, 862]
owner-label: Owner [1721, 89, 1739, 95]
ul-listing-text: Classified by Underwriters Laboratories, Inc. to UL 1479 and CAN/ULC-S115 [45, 576, 90, 589]
revision-line [1829, 619, 1907, 620]
symbol-icon: 1 [1394, 203, 1400, 211]
sheet-number-label: Sheet Number [1721, 1309, 1760, 1315]
abbr-meaning: SECONDARY [1593, 335, 1631, 344]
architect-firm: SMITH KARNG ARCHITECTURE [1805, 44, 1889, 50]
revision-line [1721, 1004, 1821, 1005]
symbol-label: AUTO-DOOR OPENER POWER JUNCTION BOX [1425, 141, 1573, 149]
revision-line [1721, 1037, 1821, 1038]
abbr-code: (F) [1565, 441, 1578, 450]
owner-name: CALIFORNIA PACIFIC MEDICAL CENTER [1743, 140, 1885, 149]
revision-line [1829, 839, 1907, 840]
revision-line [1829, 729, 1907, 730]
ratings-table: ANSI/UL1479 (ASTM E814) CAN/ULC S115 F Ratings — 1 and 2 Hr (See Items 1 and 3) F Ratings — 1 and 2 Hr (See Items 1 and 3) T Rating — 0 Hr FT Rating — 0 Hr L Rating (Without Movement) at Ambient — Less Than 1 CFM/sq ft FH Ratings — 1 and 2 Hr (See Items 1 and 3) L Rating (Without Movement) at 400°F — Less Than 1 CFM/sq ft FTH Rating — 0 Hr M Rating (Movement) — See Table 1 FTH Rating — 0 Hr L Rating at Ambient — Less Than 5.1 L/s/m2 L Rating at 204°C — Less Than 5.1 L/s/m2 [99, 574, 411, 647]
revision-line [1721, 982, 1821, 983]
drawing-number[interactable]: E0.0 [1381, 737, 1398, 745]
abbr-meaning: MAIN SWITCHBOARD [1417, 451, 1485, 460]
checked-by: JS/RH [1877, 1066, 1892, 1072]
checked-by-label: Checked by [1721, 1062, 1753, 1068]
abbr-code: EC [1379, 398, 1388, 407]
abbr-code: (D) [1565, 420, 1578, 428]
revision-line [1721, 773, 1821, 774]
abbr-code: TYP [1565, 356, 1578, 365]
divider [1717, 1046, 1911, 1047]
revision-line [1721, 949, 1821, 950]
revision-line [1829, 674, 1907, 675]
revision-line [1829, 630, 1907, 631]
